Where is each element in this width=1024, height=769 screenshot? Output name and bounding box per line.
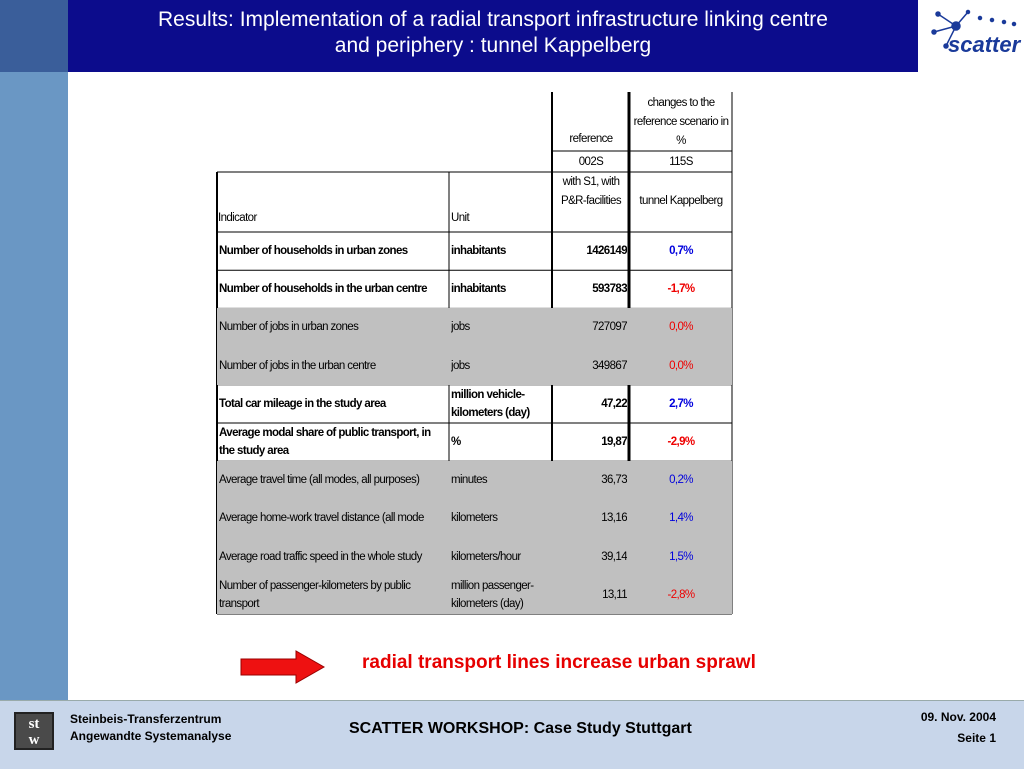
cell-indicator: Number of households in the urban centre: [219, 283, 427, 296]
cell-change: 0,7%: [669, 245, 693, 258]
footer-organization: [70, 711, 231, 745]
cell-unit: million passenger-kilometers (day): [451, 579, 534, 610]
cell-indicator: Average travel time (all modes, all purposes): [219, 474, 420, 487]
cell-unit: million vehicle-kilometers (day): [451, 388, 530, 419]
cell-change: 1,5%: [669, 550, 693, 563]
cell-unit: kilometers: [451, 512, 498, 525]
right-arrow-icon: [240, 650, 326, 684]
footer-org-line1: Steinbeis-Transferzentrum: [70, 712, 222, 726]
cell-reference: 727097: [592, 321, 627, 334]
cell-indicator: Total car mileage in the study area: [219, 397, 386, 410]
cell-reference: 593783: [592, 283, 627, 296]
footer-date: 09. Nov. 2004: [920, 710, 996, 724]
cell-change: 0,2%: [669, 474, 693, 487]
header-changes: changes to the reference scenario in %: [633, 97, 729, 147]
header-ref-desc: with S1, with P&R-facilities: [561, 176, 621, 207]
cell-unit: minutes: [451, 474, 488, 487]
header-ref-code: 002S: [578, 156, 604, 168]
header-scen-desc: tunnel Kappelberg: [639, 195, 723, 207]
cell-indicator: Number of jobs in the urban centre: [219, 359, 376, 372]
cell-change: -1,7%: [667, 283, 695, 296]
cell-indicator: Average road traffic speed in the whole study: [219, 550, 422, 563]
cell-unit: inhabitants: [451, 245, 506, 258]
slide-title-line1: Results: Implementation of a radial transport infrastructure linking centre: [158, 8, 828, 31]
cell-reference: 19,87: [601, 436, 627, 449]
cell-indicator: Number of passenger-kilometers by public transport: [219, 579, 411, 610]
slide-title-line2: and periphery : tunnel Kappelberg: [334, 34, 652, 57]
footer-page-number: Seite 1: [957, 731, 996, 745]
cell-reference: 39,14: [601, 550, 627, 563]
cell-unit: inhabitants: [451, 283, 506, 296]
cell-change: 2,7%: [669, 397, 693, 410]
cell-change: 0,0%: [669, 359, 693, 372]
cell-unit: jobs: [451, 321, 470, 334]
footer-org-line2: Angewandte Systemanalyse: [70, 729, 232, 743]
stw-logo-line2: w: [28, 732, 40, 748]
cell-indicator: Average home-work travel distance (all mode: [219, 512, 424, 525]
cell-change: 1,4%: [669, 512, 693, 525]
cell-unit: kilometers/hour: [451, 550, 521, 563]
cell-change: -2,9%: [667, 436, 695, 449]
cell-reference: 13,11: [602, 588, 627, 601]
stw-logo: [14, 712, 54, 750]
cell-unit: %: [451, 436, 461, 449]
header-indicator: Indicator: [218, 212, 257, 224]
footer-title: SCATTER WORKSHOP: Case Study Stuttgart: [349, 720, 692, 737]
cell-reference: 13,16: [601, 512, 627, 525]
cell-indicator: Average modal share of public transport, in the study area: [219, 427, 431, 458]
cell-reference: 36,73: [601, 474, 627, 487]
cell-unit: jobs: [451, 359, 470, 372]
scatter-logo-text: scatter: [948, 32, 1021, 57]
cell-change: 0,0%: [669, 321, 693, 334]
cell-indicator: Number of jobs in urban zones: [219, 321, 359, 334]
stw-logo-line1: st: [28, 716, 40, 732]
cell-indicator: Number of households in urban zones: [219, 245, 408, 258]
header-reference: reference: [569, 133, 613, 145]
cell-reference: 1426149: [586, 245, 627, 258]
cell-reference: 47,22: [601, 397, 627, 410]
cell-change: -2,8%: [667, 588, 695, 601]
header-unit: Unit: [451, 212, 470, 224]
cell-reference: 349867: [592, 359, 627, 372]
conclusion-text: radial transport lines increase urban sprawl: [362, 652, 756, 673]
header-scen-code: 115S: [669, 156, 693, 168]
